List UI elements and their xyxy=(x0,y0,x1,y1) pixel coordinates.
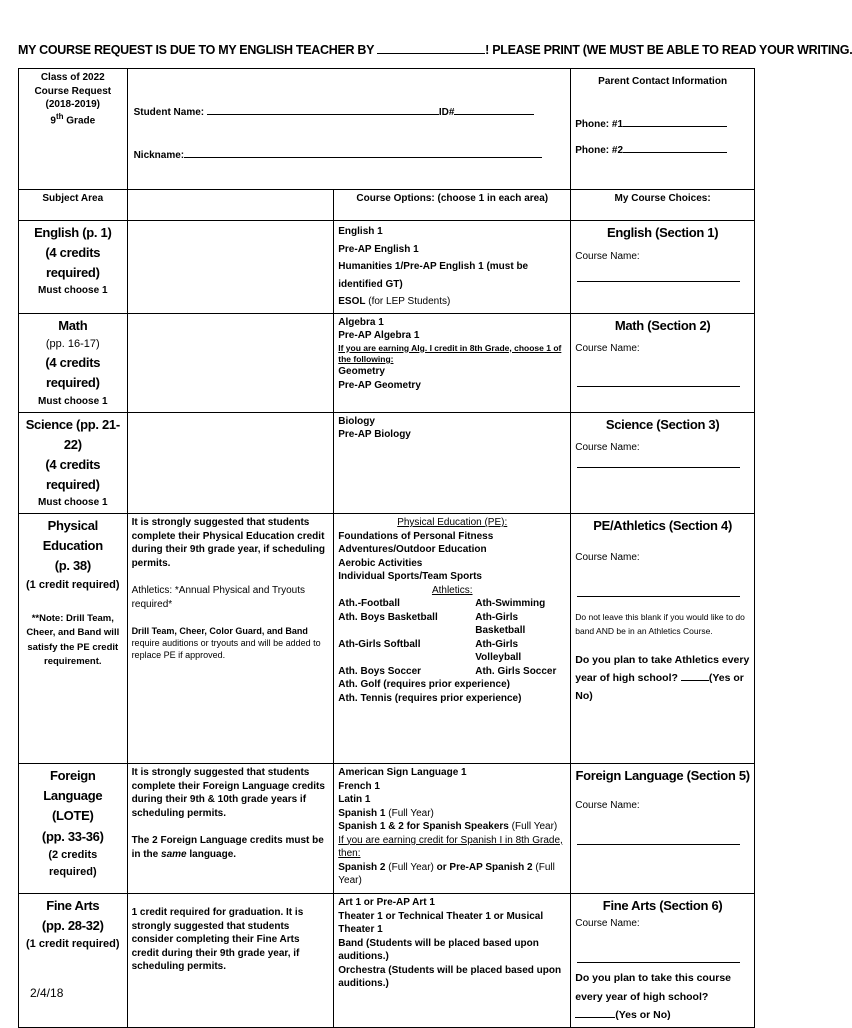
nickname-field[interactable] xyxy=(184,144,542,158)
student-info-row xyxy=(19,69,755,190)
pe-subject-cell xyxy=(19,514,128,764)
math-subject-label: Math xyxy=(58,317,88,333)
option-pre-ap-algebra-1: Pre-AP Algebra 1 xyxy=(338,330,420,341)
course-request-title: Course Request xyxy=(34,85,112,97)
option-ath-girls-basketball: Ath-Girls Basketball xyxy=(475,611,526,637)
lote-suggestion-text: It is strongly suggested that students complete their Foreign Language credits during their 9th & 10th grade years if scheduling permits. xyxy=(131,767,325,819)
science-suggestion-cell xyxy=(127,412,334,514)
column-header-row xyxy=(19,190,755,221)
lote-pages: (pp. 33-36) xyxy=(41,828,104,844)
header-due-text: MY COURSE REQUEST IS DUE TO MY ENGLISH TEACHER BY xyxy=(18,43,374,57)
english-choice-cell xyxy=(571,221,755,314)
class-info-cell xyxy=(19,69,128,190)
science-must-choose: Must choose 1 xyxy=(38,497,108,509)
arts-choice-cell xyxy=(571,894,755,1027)
science-course-name-field[interactable] xyxy=(577,455,740,468)
option-ath-swimming: Ath-Swimming xyxy=(475,598,546,610)
option-aerobic-activities: Aerobic Activities xyxy=(338,557,423,569)
option-art-1: Art 1 or Pre-AP Art 1 xyxy=(338,897,435,909)
phone2-label: Phone: #2 xyxy=(575,145,624,156)
lote-row xyxy=(19,764,755,894)
pe-pages: (p. 38) xyxy=(54,558,91,574)
lote-course-name-label: Course Name: xyxy=(575,799,640,811)
math-credits: (4 credits required) xyxy=(45,355,101,391)
option-orchestra: Orchestra (Students will be placed based upon auditions.) xyxy=(338,964,562,990)
arts-course-name-label: Course Name: xyxy=(575,917,640,929)
course-options-header: Course Options: (choose 1 in each area) xyxy=(334,190,571,221)
math-row xyxy=(19,313,755,412)
pe-suggestion-cell xyxy=(127,514,334,764)
science-options-cell xyxy=(334,412,571,514)
form-date: 2/4/18 xyxy=(30,986,64,1000)
pe-credits: (1 credit required) xyxy=(26,578,120,591)
option-latin-1: Latin 1 xyxy=(338,794,371,806)
course-choices-header: My Course Choices: xyxy=(571,190,755,221)
athletics-grid xyxy=(338,597,566,678)
option-spanish-1: Spanish 1 (Full Year) xyxy=(338,807,434,819)
english-credits: (4 credits required) xyxy=(45,245,101,281)
pe-suggestion-text: It is strongly suggested that students complete their Physical Education credit during their 9th grade year, if scheduling permits. xyxy=(131,517,325,569)
math-pages: (pp. 16-17) xyxy=(45,337,100,350)
science-subject-label: Science (pp. 21-22) xyxy=(25,416,120,452)
spanish-8th-grade-note: If you are earning credit for Spanish I in 8th Grade, then: xyxy=(338,834,563,860)
phone1-label: Phone: #1 xyxy=(575,118,624,130)
english-row xyxy=(19,221,755,314)
option-asl-1: American Sign Language 1 xyxy=(338,767,467,779)
subject-area-header: Subject Area xyxy=(19,190,128,221)
pe-row xyxy=(19,514,755,764)
option-english-1: English 1 xyxy=(338,226,383,237)
pe-options-heading: Physical Education (PE): xyxy=(397,517,508,529)
student-name-field[interactable] xyxy=(207,101,439,115)
arts-course-name-field[interactable] xyxy=(577,930,740,963)
option-adventures-outdoor: Adventures/Outdoor Education xyxy=(338,544,487,556)
class-of: Class of 2022 xyxy=(40,72,105,83)
pe-subject-label: Physical Education xyxy=(42,518,103,554)
grade-level: 9th Grade xyxy=(50,111,96,126)
athletics-every-year-question: Do you plan to take Athletics every year of high school? (Yes or No) xyxy=(575,653,750,703)
math-must-choose: Must choose 1 xyxy=(38,395,108,407)
option-ath-football: Ath.-Football xyxy=(338,598,400,610)
arts-row xyxy=(19,894,755,1027)
math-options-cell xyxy=(334,313,571,412)
arts-subject-cell xyxy=(19,894,128,1027)
athletics-every-year-field[interactable] xyxy=(681,680,709,681)
option-pre-ap-geometry: Pre-AP Geometry xyxy=(338,379,421,391)
option-spanish-2: Spanish 2 (Full Year) or Pre-AP Spanish 2 (Full Year) xyxy=(338,861,555,887)
english-options-cell xyxy=(334,221,571,314)
option-ath-boys-basketball: Ath. Boys Basketball xyxy=(338,611,438,623)
option-foundations-fitness: Foundations of Personal Fitness xyxy=(338,530,494,542)
lote-subject-label: Foreign Language xyxy=(43,768,103,804)
english-subject-label: English (p. 1) xyxy=(34,225,112,240)
science-row xyxy=(19,412,755,514)
arts-every-year-question: Do you plan to take this course every year of high school? (Yes or No) xyxy=(575,972,732,1022)
option-biology: Biology xyxy=(338,415,375,427)
arts-subject-label: Fine Arts xyxy=(46,898,100,914)
option-pre-ap-english-1: Pre-AP English 1 xyxy=(338,243,419,255)
science-course-name-label: Course Name: xyxy=(575,442,640,454)
option-spanish-speakers: Spanish 1 & 2 for Spanish Speakers (Full Year) xyxy=(338,821,558,833)
arts-options-cell xyxy=(334,894,571,1027)
pe-course-name-label: Course Name: xyxy=(575,551,640,563)
option-ath-girls-softball: Ath-Girls Softball xyxy=(338,638,421,650)
student-info-cell xyxy=(127,69,571,190)
suggestion-header xyxy=(127,190,334,221)
option-algebra-1: Algebra 1 xyxy=(338,316,384,328)
pe-section-title: PE/Athletics (Section 4) xyxy=(593,518,732,534)
option-esol: ESOL (for LEP Students) xyxy=(338,296,451,307)
auditions-text: require auditions or tryouts and will be added to replace PE if approved. xyxy=(131,638,321,661)
math-course-name-field[interactable] xyxy=(577,356,740,387)
science-section-title: Science (Section 3) xyxy=(605,416,720,432)
athletics-requirement-text: Athletics: *Annual Physical and Tryouts required* xyxy=(131,585,305,610)
english-subject-cell xyxy=(19,221,128,314)
english-must-choose: Must choose 1 xyxy=(38,285,108,297)
english-course-name-field[interactable] xyxy=(577,263,740,282)
lote-course-name-field[interactable] xyxy=(577,812,740,845)
option-french-1: French 1 xyxy=(338,780,380,792)
phone2-field[interactable] xyxy=(623,139,727,153)
english-suggestion-cell xyxy=(127,221,334,314)
parent-contact-cell xyxy=(571,69,755,190)
science-choice-cell xyxy=(571,412,755,514)
arts-suggestion-cell xyxy=(127,894,334,1027)
phone1-field[interactable] xyxy=(623,113,727,127)
math-subject-cell xyxy=(19,313,128,412)
math-course-name-label: Course Name: xyxy=(575,343,640,355)
drill-team-text: Drill Team, Cheer, Color Guard, and Band xyxy=(131,626,308,637)
option-individual-team-sports: Individual Sports/Team Sports xyxy=(338,571,482,583)
due-date-field[interactable] xyxy=(377,42,485,54)
option-geometry: Geometry xyxy=(338,366,385,378)
arts-every-year-field[interactable] xyxy=(575,1017,615,1018)
nickname-label: Nickname: xyxy=(133,149,185,161)
arts-suggestion-text: 1 credit required for graduation. It is strongly suggested that students consider completing their Fine Arts credit during their 9th grade year, if scheduling permits. xyxy=(131,907,304,973)
id-label: ID# xyxy=(438,107,455,118)
english-course-name-label: Course Name: xyxy=(575,250,640,262)
parent-contact-title: Parent Contact Information xyxy=(598,76,728,87)
lote-section-title: Foreign Language (Section 5) xyxy=(575,768,750,784)
arts-section-title: Fine Arts (Section 6) xyxy=(602,898,723,914)
arts-credits: (1 credit required) xyxy=(26,938,120,951)
science-credits: (4 credits required) xyxy=(45,456,101,492)
pe-course-name-field[interactable] xyxy=(577,564,740,597)
option-ath-girls-soccer: Ath. Girls Soccer xyxy=(475,665,557,677)
header-print-text: ! PLEASE PRINT (WE MUST BE ABLE TO READ YOUR WRITING. xyxy=(485,43,852,57)
lote-options-cell xyxy=(334,764,571,894)
option-pre-ap-biology: Pre-AP Biology xyxy=(338,429,411,441)
student-name-label: Student Name: xyxy=(133,107,205,118)
option-ath-golf: Ath. Golf (requires prior experience) xyxy=(338,679,510,691)
lote-credits: (2 credits required) xyxy=(48,848,98,879)
option-ath-boys-soccer: Ath. Boys Soccer xyxy=(338,665,422,677)
lote-label: (LOTE) xyxy=(52,808,94,824)
option-ath-girls-volleyball: Ath-Girls Volleyball xyxy=(475,638,522,664)
arts-pages: (pp. 28-32) xyxy=(41,918,104,934)
form-header xyxy=(18,42,852,57)
option-band: Band (Students will be placed based upon auditions.) xyxy=(338,937,539,963)
option-humanities-1: Humanities 1/Pre-AP English 1 (must be identified GT) xyxy=(338,261,529,290)
athletics-heading: Athletics: xyxy=(431,584,473,596)
pe-drill-team-note: **Note: Drill Team, Cheer, and Band will satisfy the PE credit requirement. xyxy=(26,613,120,667)
english-section-title: English (Section 1) xyxy=(606,225,719,240)
course-request-table xyxy=(18,68,755,1028)
science-subject-cell xyxy=(19,412,128,514)
option-theater-1: Theater 1 or Technical Theater 1 or Musical Theater 1 xyxy=(338,910,544,936)
lote-subject-cell xyxy=(19,764,128,894)
math-choice-cell xyxy=(571,313,755,412)
student-id-field[interactable] xyxy=(454,101,534,115)
math-suggestion-cell xyxy=(127,313,334,412)
math-section-title: Math (Section 2) xyxy=(614,317,711,333)
school-year: (2018-2019) xyxy=(45,99,101,110)
pe-blank-warning: Do not leave this blank if you would like to do band AND be in an Athletics Course. xyxy=(575,612,745,636)
option-ath-tennis: Ath. Tennis (requires prior experience) xyxy=(338,692,522,704)
pe-options-cell xyxy=(334,514,571,764)
math-8th-grade-note: If you are earning Alg. I credit in 8th Grade, choose 1 of the following: xyxy=(338,342,562,364)
lote-choice-cell xyxy=(571,764,755,894)
lote-same-language-text: The 2 Foreign Language credits must be in the same language. xyxy=(131,835,324,860)
pe-choice-cell xyxy=(571,514,755,764)
lote-suggestion-cell xyxy=(127,764,334,894)
